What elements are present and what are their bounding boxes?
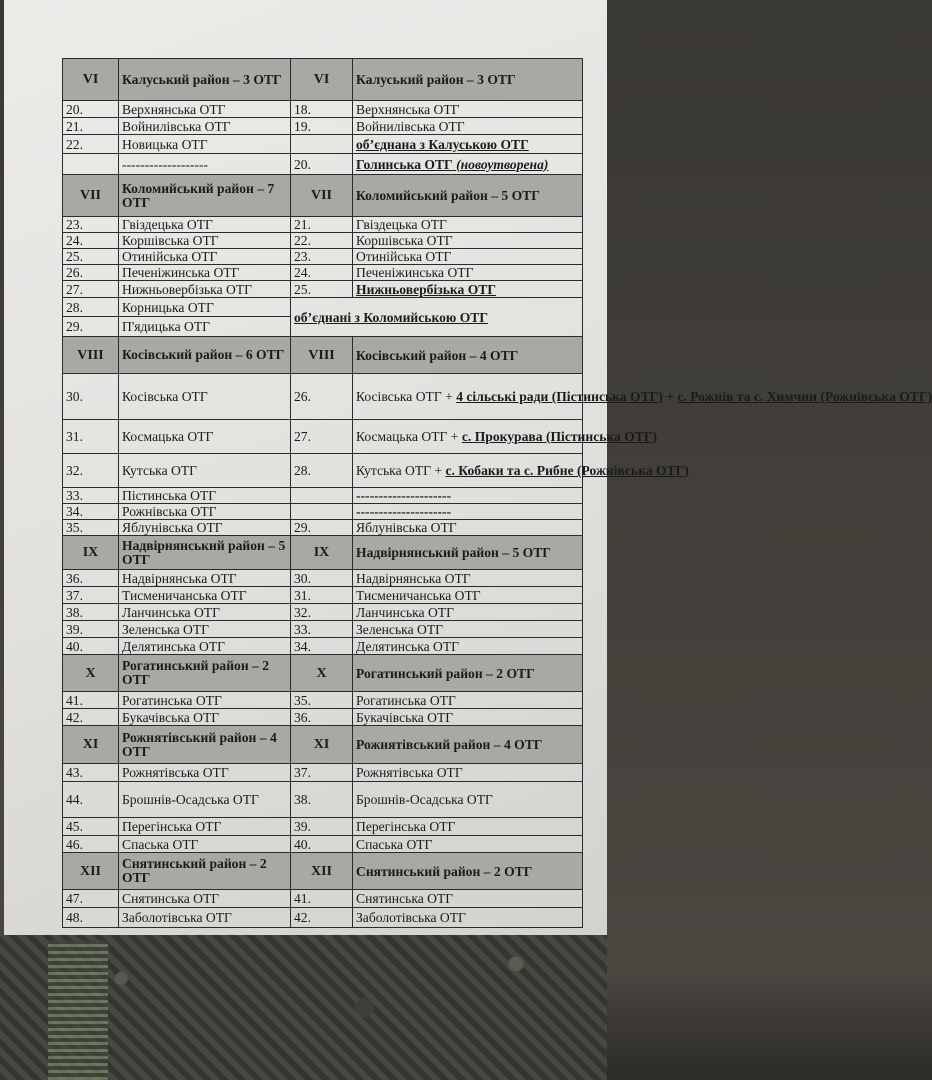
row-number-left: 31.	[63, 420, 119, 454]
otg-name-left: Ланчинська ОТГ	[119, 604, 291, 621]
table-row	[63, 818, 583, 836]
row-number-right: 41.	[291, 890, 353, 908]
row-number-right: 38.	[291, 782, 353, 818]
desc-part: Кутська ОТГ +	[356, 463, 446, 478]
row-number-right: 35.	[291, 692, 353, 709]
table-row	[63, 265, 583, 281]
district-name-right: Рожнятівський район – 4 ОТГ	[353, 726, 583, 764]
otg-name-left: Яблунівська ОТГ	[119, 520, 291, 536]
row-number-right	[291, 135, 353, 154]
otg-name-right: Ланчинська ОТГ	[353, 604, 583, 621]
otg-name-left: Рожнятівська ОТГ	[119, 764, 291, 782]
row-number-right: 27.	[291, 420, 353, 454]
row-number-left: 42.	[63, 709, 119, 726]
table-row	[63, 504, 583, 520]
section-header-x	[63, 655, 583, 692]
row-number-left: 41.	[63, 692, 119, 709]
otg-name-left: Гвіздецька ОТГ	[119, 217, 291, 233]
otg-name-right: Рожнятівська ОТГ	[353, 764, 583, 782]
table-row	[63, 764, 583, 782]
row-number-left: 23.	[63, 217, 119, 233]
row-number-right: 30.	[291, 570, 353, 587]
district-name-left: Рожнятівський район – 4 ОТГ	[119, 726, 291, 764]
dash-placeholder: ---------------------	[353, 488, 583, 504]
district-name-right: Снятинський район – 2 ОТГ	[353, 853, 583, 890]
otg-name-left: Снятинська ОТГ	[119, 890, 291, 908]
row-number-left: 33.	[63, 488, 119, 504]
otg-name-right: Рогатинська ОТГ	[353, 692, 583, 709]
fabric-seam	[48, 940, 108, 1080]
row-number-left: 48.	[63, 908, 119, 928]
otg-name-right: Нижньовербізька ОТГ	[353, 281, 583, 298]
otg-name-left: Печеніжинська ОТГ	[119, 265, 291, 281]
table-row	[63, 890, 583, 908]
row-number-left: 26.	[63, 265, 119, 281]
row-number-left: 20.	[63, 101, 119, 118]
roman-left: VI	[63, 59, 119, 101]
otg-name-left: Перегінська ОТГ	[119, 818, 291, 836]
row-number-right: 29.	[291, 520, 353, 536]
district-name-left: Коломийський район – 7 ОТГ	[119, 175, 291, 217]
row-number-left: 38.	[63, 604, 119, 621]
table-row	[63, 281, 583, 298]
otg-name-left: Коршівська ОТГ	[119, 233, 291, 249]
district-name-left: Снятинський район – 2 ОТГ	[119, 853, 291, 890]
row-number-left: 40.	[63, 638, 119, 655]
row-number-left: 45.	[63, 818, 119, 836]
row-number-right: 26.	[291, 374, 353, 420]
section-header-vii	[63, 175, 583, 217]
otg-name-left: Кутська ОТГ	[119, 454, 291, 488]
row-number-left: 28.	[63, 298, 119, 317]
row-number-right	[291, 488, 353, 504]
otg-name-left: Заболотівська ОТГ	[119, 908, 291, 928]
row-number-right: 32.	[291, 604, 353, 621]
row-number-left: 24.	[63, 233, 119, 249]
desc-part-bold: с. Кобаки та с. Рибне (Рожнівська ОТГ)	[445, 463, 689, 478]
table-row	[63, 420, 583, 454]
row-number-right: 39.	[291, 818, 353, 836]
row-number-left: 25.	[63, 249, 119, 265]
table-row	[63, 782, 583, 818]
otg-name-right: Заболотівська ОТГ	[353, 908, 583, 928]
district-name-right: Коломийський район – 5 ОТГ	[353, 175, 583, 217]
table-row	[63, 217, 583, 233]
otg-name-left: Отинійська ОТГ	[119, 249, 291, 265]
roman-left: XII	[63, 853, 119, 890]
table-row	[63, 454, 583, 488]
table-row	[63, 298, 583, 317]
row-number-left	[63, 154, 119, 175]
otg-name-left: Зеленська ОТГ	[119, 621, 291, 638]
otg-name-right: Тисменичанська ОТГ	[353, 587, 583, 604]
otg-name-right: Коршівська ОТГ	[353, 233, 583, 249]
table-row	[63, 249, 583, 265]
new-otg-name: Голинська ОТГ	[356, 156, 453, 172]
row-number-right: 18.	[291, 101, 353, 118]
table-row	[63, 587, 583, 604]
table-row	[63, 118, 583, 135]
row-number-left: 44.	[63, 782, 119, 818]
row-number-right: 33.	[291, 621, 353, 638]
table-row	[63, 520, 583, 536]
otg-name-left: Косівська ОТГ	[119, 374, 291, 420]
row-number-right: 23.	[291, 249, 353, 265]
table-row	[63, 621, 583, 638]
otg-name-right: Гвіздецька ОТГ	[353, 217, 583, 233]
row-number-right: 22.	[291, 233, 353, 249]
row-number-left: 29.	[63, 317, 119, 337]
row-number-right: 28.	[291, 454, 353, 488]
desc-part-bold: 4 сільські ради (Пістинська ОТГ)	[456, 389, 663, 404]
table-row	[63, 233, 583, 249]
otg-name-left: Букачівська ОТГ	[119, 709, 291, 726]
merge-note: об’єднані з Коломийською ОТГ	[291, 298, 583, 337]
roman-right: VIII	[291, 337, 353, 374]
row-number-left: 21.	[63, 118, 119, 135]
row-number-right: 31.	[291, 587, 353, 604]
row-number-left: 22.	[63, 135, 119, 154]
district-name-left: Надвірнянський район – 5 ОТГ	[119, 536, 291, 570]
roman-right: XII	[291, 853, 353, 890]
table-row	[63, 374, 583, 420]
otg-name-right: Верхнянська ОТГ	[353, 101, 583, 118]
otg-name-left: Надвірнянська ОТГ	[119, 570, 291, 587]
row-number-right: 25.	[291, 281, 353, 298]
otg-merge-description	[353, 420, 658, 454]
otg-name-left: Рожнівська ОТГ	[119, 504, 291, 520]
desc-part-bold: с. Рожнів та с. Химчин (Рожнівська ОТГ)	[677, 389, 932, 404]
otg-name-left: Новицька ОТГ	[119, 135, 291, 154]
section-header-xi	[63, 726, 583, 764]
row-number-left: 39.	[63, 621, 119, 638]
row-number-left: 36.	[63, 570, 119, 587]
roman-left: X	[63, 655, 119, 692]
otg-comparison-table	[62, 58, 932, 928]
merge-note: об’єднана з Калуською ОТГ	[353, 135, 583, 154]
district-name-right: Надвірнянський район – 5 ОТГ	[353, 536, 583, 570]
section-header-viii	[63, 337, 583, 374]
table-row	[63, 908, 583, 928]
table-row	[63, 570, 583, 587]
row-number-right	[291, 504, 353, 520]
district-name-left: Калуський район – 3 ОТГ	[119, 59, 291, 101]
otg-name-right: Отинійська ОТГ	[353, 249, 583, 265]
row-number-left: 47.	[63, 890, 119, 908]
otg-name-left: Брошнів-Осадська ОТГ	[119, 782, 291, 818]
otg-name-right: Букачівська ОТГ	[353, 709, 583, 726]
row-number-left: 35.	[63, 520, 119, 536]
otg-name-right: Печеніжинська ОТГ	[353, 265, 583, 281]
roman-left: VII	[63, 175, 119, 217]
row-number-right: 19.	[291, 118, 353, 135]
otg-merge-description	[353, 454, 689, 488]
table-row	[63, 101, 583, 118]
district-name-left: Косівський район – 6 ОТГ	[119, 337, 291, 374]
roman-right: VII	[291, 175, 353, 217]
table-row	[63, 604, 583, 621]
roman-left: IX	[63, 536, 119, 570]
otg-name-left: Нижньовербізька ОТГ	[119, 281, 291, 298]
otg-name-left: Корницька ОТГ	[119, 298, 291, 317]
otg-name-right: Зеленська ОТГ	[353, 621, 583, 638]
otg-name-left: Космацька ОТГ	[119, 420, 291, 454]
otg-name-right: Перегінська ОТГ	[353, 818, 583, 836]
otg-name-left: Пістинська ОТГ	[119, 488, 291, 504]
dash-placeholder: ---------------------	[353, 504, 583, 520]
row-number-right: 37.	[291, 764, 353, 782]
row-number-right: 40.	[291, 836, 353, 853]
otg-name-left: Тисменичанська ОТГ	[119, 587, 291, 604]
otg-merge-description	[353, 374, 932, 420]
roman-right: IX	[291, 536, 353, 570]
otg-name-left: Делятинська ОТГ	[119, 638, 291, 655]
table-row	[63, 135, 583, 154]
table-row	[63, 836, 583, 853]
section-header-xii	[63, 853, 583, 890]
row-number-left: 27.	[63, 281, 119, 298]
otg-name-left: Войнилівська ОТГ	[119, 118, 291, 135]
otg-name-left: Спаська ОТГ	[119, 836, 291, 853]
otg-name-left: Верхнянська ОТГ	[119, 101, 291, 118]
row-number-right: 20.	[291, 154, 353, 175]
roman-right: VI	[291, 59, 353, 101]
roman-left: VIII	[63, 337, 119, 374]
otg-name-right: Надвірнянська ОТГ	[353, 570, 583, 587]
desc-part: Косівська ОТГ +	[356, 389, 457, 404]
roman-left: XI	[63, 726, 119, 764]
roman-right: X	[291, 655, 353, 692]
dash-placeholder: -------------------	[119, 154, 291, 175]
section-header-ix	[63, 536, 583, 570]
otg-name-right: Делятинська ОТГ	[353, 638, 583, 655]
new-otg-note: (новоутворена)	[456, 156, 549, 172]
otg-name-left: П'ядицька ОТГ	[119, 317, 291, 337]
table-row	[63, 692, 583, 709]
otg-name-right: Брошнів-Осадська ОТГ	[353, 782, 583, 818]
otg-name-right: Войнилівська ОТГ	[353, 118, 583, 135]
row-number-left: 30.	[63, 374, 119, 420]
district-name-right: Рогатинський район – 2 ОТГ	[353, 655, 583, 692]
otg-name-left: Рогатинська ОТГ	[119, 692, 291, 709]
table-row	[63, 638, 583, 655]
table-row	[63, 488, 583, 504]
row-number-right: 24.	[291, 265, 353, 281]
district-name-left: Рогатинський район – 2 ОТГ	[119, 655, 291, 692]
table-row	[63, 154, 583, 175]
roman-right: XI	[291, 726, 353, 764]
row-number-right: 34.	[291, 638, 353, 655]
district-name-right: Калуський район – 3 ОТГ	[353, 59, 583, 101]
otg-name-right: Спаська ОТГ	[353, 836, 583, 853]
row-number-left: 43.	[63, 764, 119, 782]
desc-part: +	[662, 389, 678, 404]
otg-name-right: Яблунівська ОТГ	[353, 520, 583, 536]
row-number-right: 21.	[291, 217, 353, 233]
otg-name-right	[353, 154, 583, 175]
row-number-right: 36.	[291, 709, 353, 726]
desc-part: Космацька ОТГ +	[356, 429, 462, 444]
row-number-left: 32.	[63, 454, 119, 488]
district-name-right: Косівський район – 4 ОТГ	[353, 337, 583, 374]
section-header-vi	[63, 59, 583, 101]
table-row	[63, 709, 583, 726]
row-number-left: 37.	[63, 587, 119, 604]
row-number-left: 46.	[63, 836, 119, 853]
otg-name-right: Снятинська ОТГ	[353, 890, 583, 908]
desc-part-bold: с. Прокурава (Пістинська ОТГ)	[461, 429, 658, 444]
row-number-right: 42.	[291, 908, 353, 928]
row-number-left: 34.	[63, 504, 119, 520]
